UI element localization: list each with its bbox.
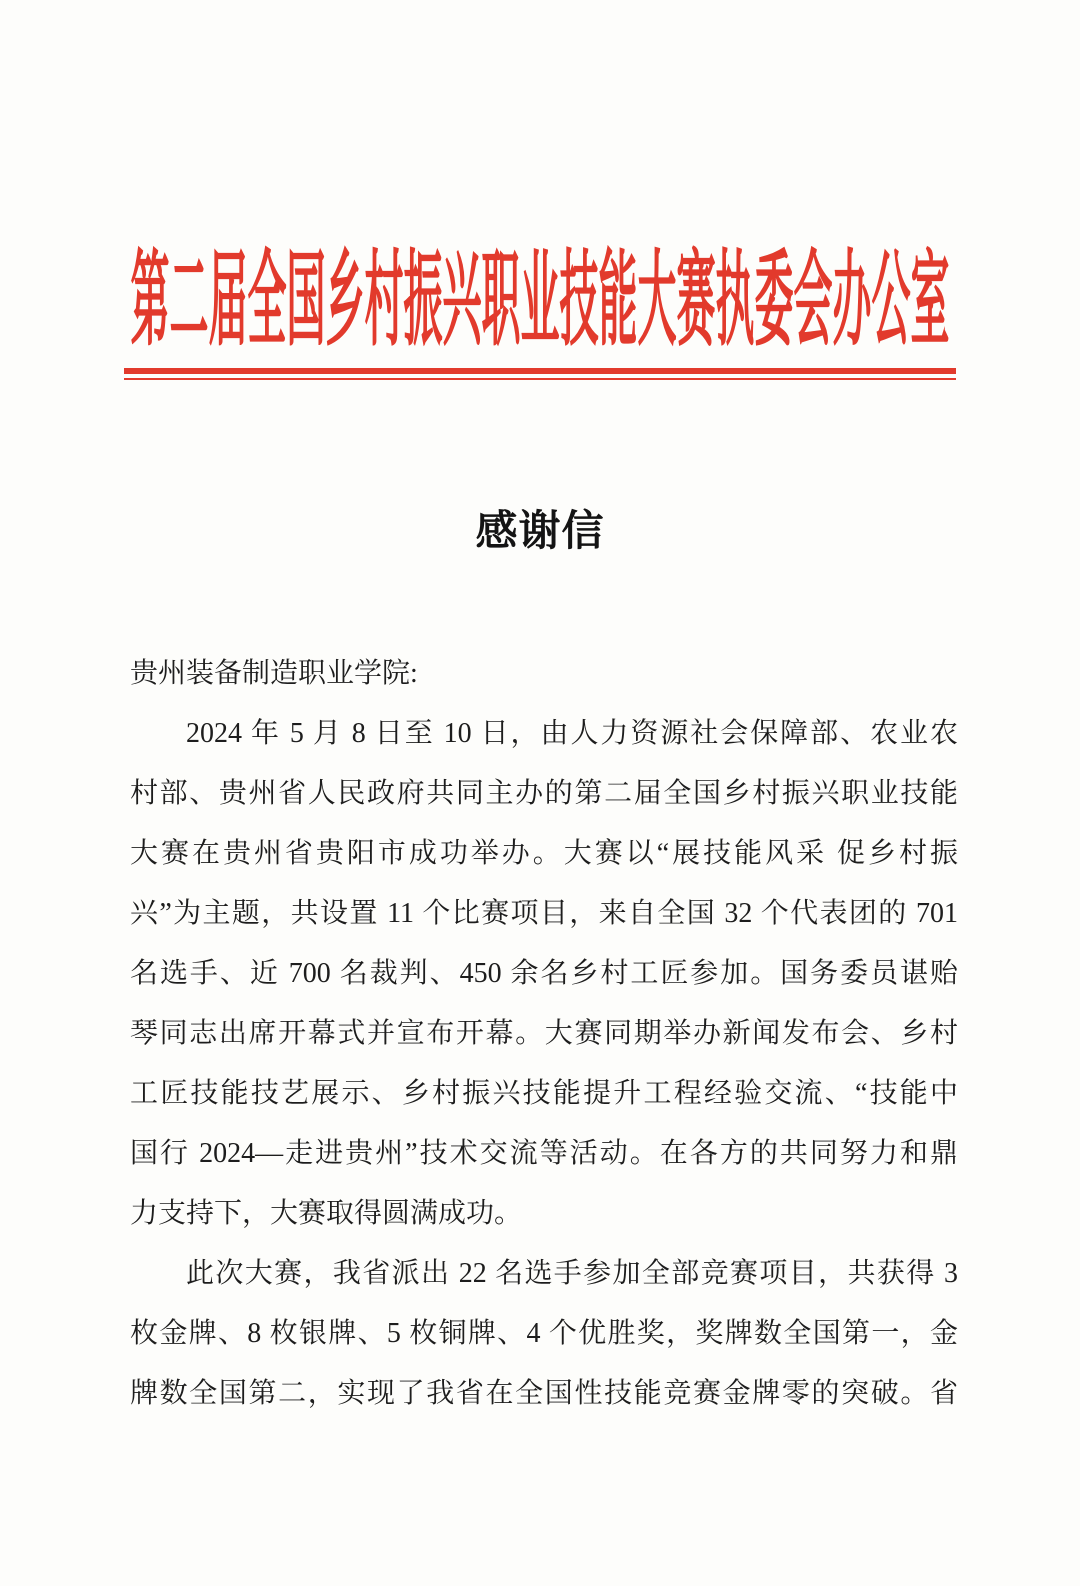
body-line: 大赛在贵州省贵阳市成功举办。大赛以“展技能风采 促乡村振 (130, 838, 958, 869)
letterhead-divider-thick (124, 368, 956, 374)
body-line: 枚金牌、8 枚银牌、5 枚铜牌、4 个优胜奖，奖牌数全国第一，金 (130, 1318, 958, 1349)
body-line: 贵州装备制造职业学院: (130, 658, 418, 689)
body-line: 名选手、近 700 名裁判、450 余名乡村工匠参加。国务委员谌贻 (130, 958, 958, 989)
body-line: 2024 年 5 月 8 日至 10 日，由人力资源社会保障部、农业农 (186, 718, 958, 749)
body-line: 国行 2024—走进贵州”技术交流等活动。在各方的共同努力和鼎 (130, 1138, 958, 1169)
letterhead (0, 242, 1080, 359)
body-line: 村部、贵州省人民政府共同主办的第二届全国乡村振兴职业技能 (130, 778, 958, 809)
body-line: 此次大赛，我省派出 22 名选手参加全部竞赛项目，共获得 3 (186, 1258, 958, 1289)
body-line: 琴同志出席开幕式并宣布开幕。大赛同期举办新闻发布会、乡村 (130, 1018, 958, 1049)
body-line: 力支持下，大赛取得圆满成功。 (130, 1198, 523, 1229)
document-title: 感谢信 (475, 509, 605, 555)
letterhead-divider-thin (124, 378, 956, 380)
body-line: 工匠技能技艺展示、乡村振兴技能提升工程经验交流、“技能中 (130, 1078, 958, 1109)
body-line: 牌数全国第二，实现了我省在全国性技能竞赛金牌零的突破。省 (130, 1378, 958, 1409)
letterhead-title: 第二届全国乡村振兴职业技能大赛执委会办公室 (130, 242, 950, 359)
body-text (130, 644, 958, 1424)
body-line: 兴”为主题，共设置 11 个比赛项目，来自全国 32 个代表团的 701 (130, 898, 958, 929)
